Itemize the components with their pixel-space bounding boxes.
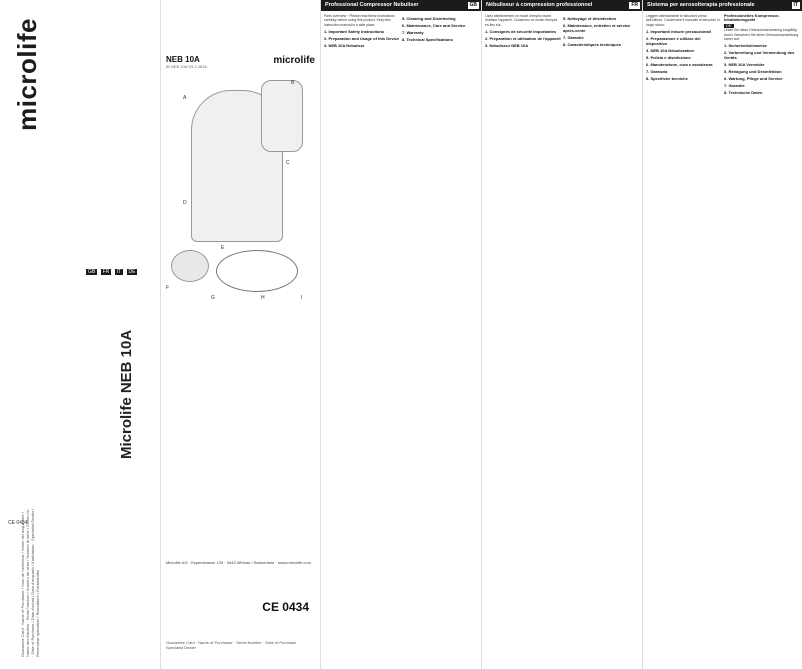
section-heading: 1. Sicherheitshinweise — [724, 43, 767, 49]
back-cover-model-name: Microlife NEB 10A — [118, 329, 135, 459]
section-heading: 3. NEB 10A Vernebler — [724, 62, 765, 68]
figure-label: E — [221, 245, 225, 251]
figure-label: G — [211, 295, 215, 301]
figure-label: C — [286, 160, 290, 166]
section-heading: 2. Preparazione e utilizzo del dispositivo — [646, 36, 701, 47]
tube-illustration — [216, 250, 298, 292]
language-code: DE — [128, 269, 136, 275]
panel-header — [643, 0, 802, 11]
panel-title: Nébuliseur à compression professionnel — [486, 2, 593, 8]
front-cover-panel — [160, 0, 321, 669]
section-heading: 7. Garantie — [724, 83, 745, 89]
language-tag: DE — [726, 22, 732, 28]
manual-panel-it-de — [642, 0, 802, 669]
left-column — [485, 14, 561, 49]
section-heading: 2. Vorbereitung und Verwendung des Geräts — [724, 50, 795, 61]
language-code: GB — [88, 269, 96, 275]
manufacturer-contact: Microlife AG · Espenstrasse 139 · 9443 Widnau / Switzerland · www.microlife.com — [166, 560, 311, 565]
intro-text: Lesen Sie diese Gebrauchsanweisung sorgfältig durch. Bewahren Sie diese Gebrauchsanweisung sicher auf. — [724, 28, 799, 42]
language-tag: FR — [631, 2, 638, 8]
front-ce-mark: CE 0434 — [262, 600, 309, 614]
section-heading: 5. Reinigung und Desinfektion — [724, 69, 782, 75]
section-heading: 2. Preparation and Usage of this Device — [324, 36, 400, 42]
intro-text: Leggere attentamente le istruzioni prima dell'utilizzo. Conservare il manuale di istruzioni in luogo sicuro. — [646, 14, 720, 27]
language-tag: IT — [793, 2, 798, 8]
intro-text: Parts overview · Please read these instructions carefully before using this product. Keep this instruction manual in a safe place. — [324, 14, 395, 27]
section-heading: 8. Technical Specifications — [402, 37, 453, 42]
nebuliser-illustration — [261, 80, 303, 152]
intro-text: Lisez attentivement ce mode d'emploi avant d'utiliser l'appareil. Conservez ce mode d'emploi en lieu sûr. — [485, 14, 558, 27]
section-heading: 6. Maintenance, Care and Service — [402, 23, 466, 28]
section-heading: 8. Specifiche tecniche — [646, 76, 688, 82]
section-heading: 2. Préparation et utilisation de l'appareil — [485, 36, 561, 42]
figure-label: D — [183, 200, 187, 206]
section-heading: 5. Cleaning and Disinfecting — [402, 16, 456, 21]
manual-panel-fr — [481, 0, 643, 669]
section-heading: 8. Technische Daten — [724, 90, 763, 96]
figure-label: I — [301, 295, 303, 301]
section-heading: 1. Important Safety Instructions — [324, 29, 385, 35]
left-column — [324, 14, 400, 49]
manual-panel-gb — [320, 0, 482, 669]
ce-mark: CE 0434 — [8, 520, 28, 526]
panel-title: Professional Compressor Nebuliser — [325, 2, 419, 8]
front-bottom-text: Guarantee Card · Name of Purchaser · Serial Number · Date of Purchase · Specialist Dealer — [166, 640, 299, 650]
front-model-name: NEB 10A — [166, 55, 200, 64]
right-column — [724, 14, 800, 96]
section-heading: 6. Wartung, Pflege und Service — [724, 76, 783, 82]
panel-title-secondary: Professionelles Kompressor-Inhalationsgerät — [724, 13, 780, 23]
section-heading: 1. Importanti misure precauzionali — [646, 29, 711, 35]
section-heading: 3. Nébuliseur NEB 10A — [485, 43, 529, 49]
language-code: FR — [102, 269, 110, 275]
figure-label: F — [166, 285, 170, 291]
figure-label: B — [291, 80, 295, 86]
section-heading: 3. NEB 10A Nebulizzatore — [646, 48, 695, 54]
front-subtitle: IB NEB 10A V3-3 2616 — [166, 64, 207, 69]
section-heading: 3. NEB 10A Nebuliser — [324, 43, 365, 49]
right-column — [402, 14, 478, 43]
guarantee-card-text: Guarantee Card · Name of Purchaser / Nom de l'acheteur / Nome del acquirente / Name des Käufers · Serial Number / Numéro de série / Numero di serie / Serien-Nr. · Date of Purchase / Date d'achat / Data d'acquisto / Kaufdatum · Specialist Dealer / Revendeur spécialisé / Rivenditore / Fachhändler — [20, 508, 40, 657]
section-heading: 7. Garanzia — [646, 69, 668, 75]
mask-illustration — [171, 250, 209, 282]
figure-label: A — [183, 95, 187, 101]
section-heading: 6. Manutenzione, cura e assistenza — [646, 62, 713, 68]
section-heading: 7. Warranty — [402, 30, 424, 35]
section-heading: 7. Garantie — [563, 35, 584, 40]
section-heading: 6. Maintenance, entretien et service après-vente — [563, 23, 631, 33]
language-codes — [85, 268, 145, 276]
figure-label: H — [261, 295, 265, 301]
section-heading: 5. Nettoyage et désinfection — [563, 16, 617, 21]
panel-header — [482, 0, 643, 11]
panel-title: Sistema per aerosolterapia professionale — [647, 2, 755, 8]
front-brand-logo: microlife — [273, 55, 315, 66]
section-heading: 5. Pulizia e disinfezione — [646, 55, 691, 61]
back-cover-rotated — [0, 0, 160, 669]
back-cover-brand-logo: microlife — [12, 18, 42, 131]
right-column — [563, 14, 639, 48]
language-code: IT — [116, 269, 122, 275]
left-column — [646, 14, 722, 82]
section-heading: 8. Caractéristiques techniques — [563, 42, 622, 47]
panel-header — [321, 0, 482, 11]
section-heading: 1. Consignes de sécurité importantes — [485, 29, 557, 35]
language-tag: GB — [469, 2, 477, 8]
back-cover-panel — [0, 0, 160, 669]
